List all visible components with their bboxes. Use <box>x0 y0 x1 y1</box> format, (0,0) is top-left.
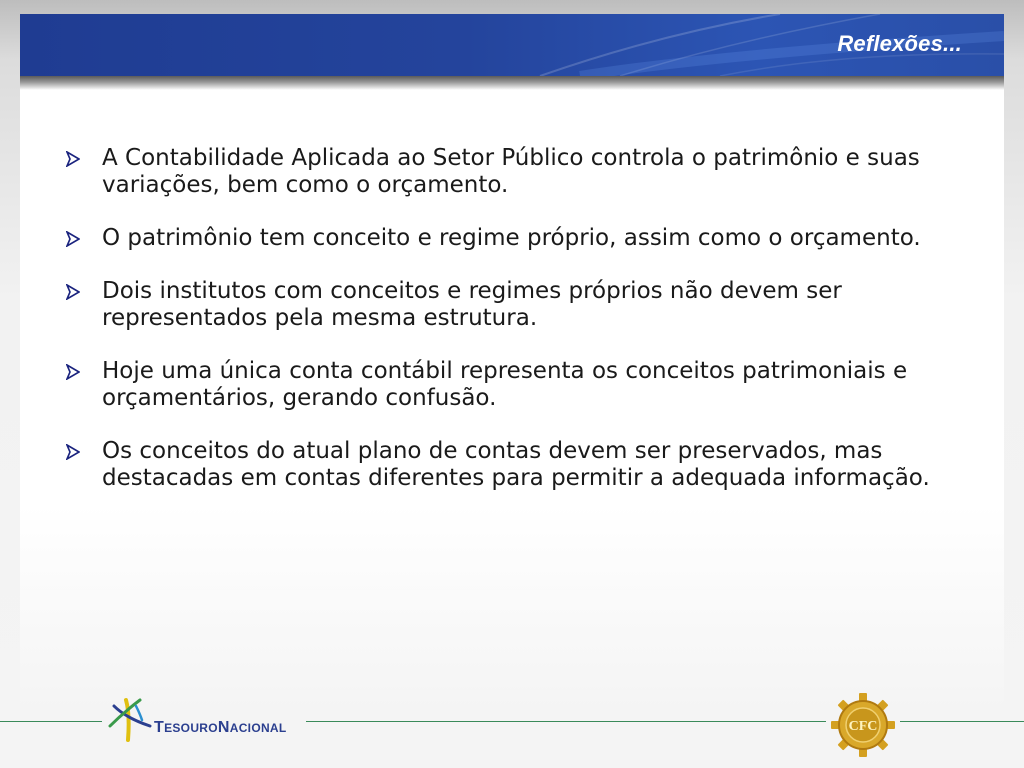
footer-divider-left <box>0 721 102 722</box>
bullet-item-4 <box>60 358 980 412</box>
arrow-right-bullet-icon <box>66 364 80 380</box>
tesouro-star-icon <box>106 696 154 744</box>
bullet-text-3: Dois institutos com conceitos e regimes próprios não devem ser representados pela mesma estrutura. <box>102 278 842 331</box>
bullet-text-1: A Contabilidade Aplicada ao Setor Público controla o patrimônio e suas variações, bem como o orçamento. <box>102 145 920 198</box>
footer-divider-right <box>900 721 1024 722</box>
bullet-list <box>60 145 980 518</box>
tesouro-nacional-logo <box>106 696 306 744</box>
cfc-seal-text: CFC <box>848 719 878 734</box>
header-bar <box>20 14 1004 76</box>
bullet-text-4: Hoje uma única conta contábil representa os conceitos patrimoniais e orçamentários, gerando confusão. <box>102 358 908 411</box>
bullet-item-1 <box>60 145 980 199</box>
header-shadow <box>20 76 1004 90</box>
arrow-right-bullet-icon <box>66 151 80 167</box>
tesouro-nacional-wordmark: TESOURONACIONAL <box>154 719 287 736</box>
bullet-item-3 <box>60 278 980 332</box>
arrow-right-bullet-icon <box>66 231 80 247</box>
arrow-right-bullet-icon <box>66 444 80 460</box>
slide-title: Reflexões... <box>837 31 962 56</box>
bullet-item-2 <box>60 225 980 252</box>
arrow-right-bullet-icon <box>66 284 80 300</box>
cfc-gear-seal-icon <box>830 692 896 758</box>
bullet-text-2: O patrimônio tem conceito e regime próprio, assim como o orçamento. <box>102 225 921 251</box>
bullet-item-5 <box>60 438 980 492</box>
bullet-text-5: Os conceitos do atual plano de contas devem ser preservados, mas destacadas em contas diferentes para permitir a adequada informação. <box>102 438 930 491</box>
footer-divider-middle <box>306 721 826 722</box>
